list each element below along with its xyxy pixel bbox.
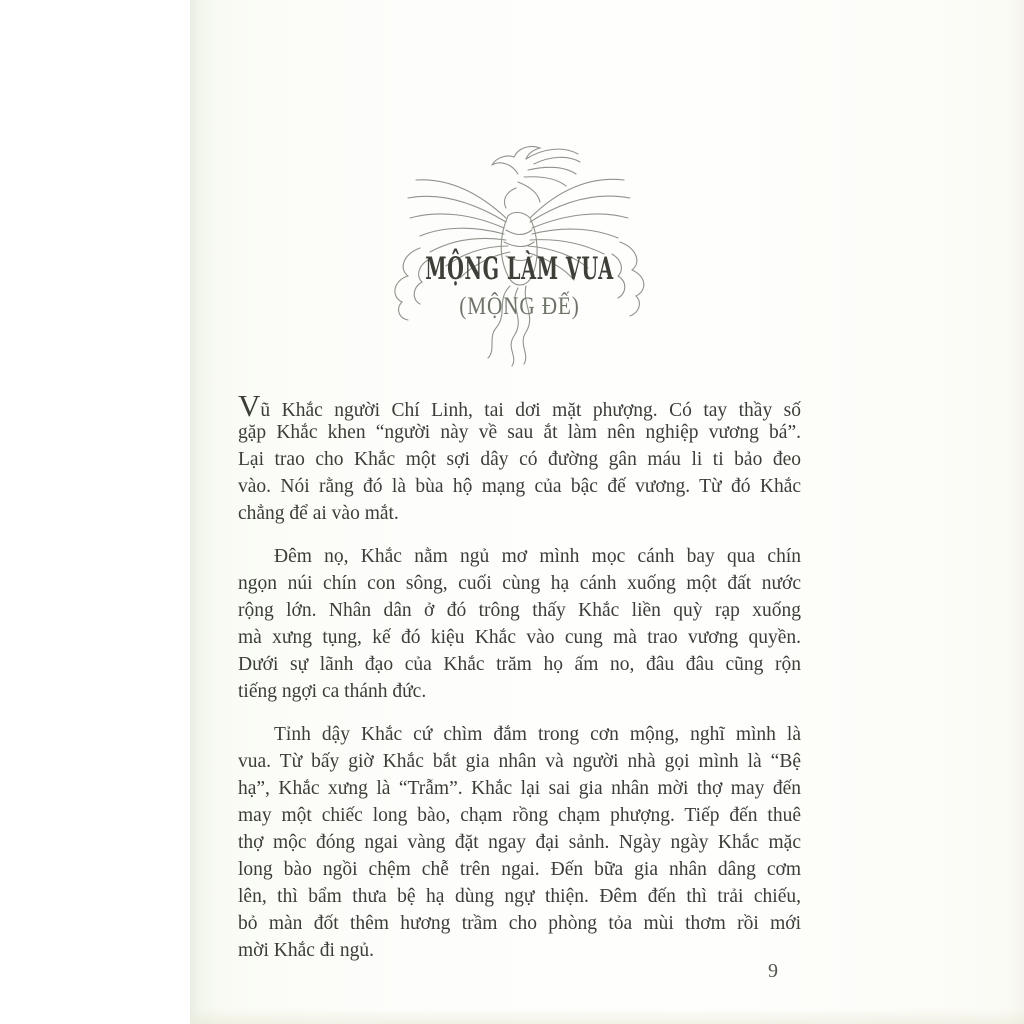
drop-cap-initial: V	[238, 388, 261, 423]
paragraph	[238, 543, 801, 705]
text-line: long bào ngồi chệm chễ trên ngai. Đến bữa gia nhân dâng cơm	[238, 859, 801, 880]
page-number: 9	[768, 960, 778, 982]
text-line: lên, thì bẩm thưa bệ hạ dùng ngự thiện. Đêm đến thì trải chiếu,	[238, 886, 801, 907]
text-line: tiếng ngợi ca thánh đức.	[238, 681, 427, 702]
text-line: hạ”, Khắc xưng là “Trẫm”. Khắc lại sai gia nhân mời thợ may đến	[238, 778, 801, 799]
text-line: gặp Khắc khen “người này về sau ắt làm nên nghiệp vương bá”.	[238, 422, 801, 443]
phoenix-illustration	[368, 130, 668, 368]
text-line: mà xưng tụng, kế đó kiệu Khắc vào cung mà trao vương quyền.	[238, 627, 801, 648]
text-line: may một chiếc long bào, chạm rồng chạm phượng. Tiếp đến thuê	[238, 805, 801, 826]
body-text-column	[238, 388, 801, 980]
phoenix-icon	[368, 130, 668, 368]
paragraph	[238, 388, 801, 527]
text-line: ngọn núi chín con sông, cuối cùng hạ cánh xuống một đất nước	[238, 573, 801, 594]
text-line: Vũ Khắc người Chí Linh, tai dơi mặt phượng. Có tay thầy số	[238, 388, 801, 423]
text-line: chẳng để ai vào mắt.	[238, 503, 399, 524]
text-line: vào. Nói rằng đó là bùa hộ mạng của bậc đế vương. Từ đó Khắc	[238, 476, 801, 497]
text-line: thợ mộc đóng ngai vàng đặt ngay đại sảnh. Ngày ngày Khắc mặc	[238, 832, 801, 853]
text-line: rộng lớn. Nhân dân ở đó trông thấy Khắc liền quỳ rạp xuống	[238, 600, 801, 621]
paragraph	[238, 721, 801, 964]
text-line: Đêm nọ, Khắc nằm ngủ mơ mình mọc cánh bay qua chín	[274, 546, 801, 567]
text-line: mời Khắc đi ngủ.	[238, 940, 374, 961]
text-line: bỏ màn đốt thêm hương trầm cho phòng tỏa mùi thơm rồi mới	[238, 913, 801, 934]
text-line: vua. Từ bấy giờ Khắc bắt gia nhân và người nhà gọi mình là “Bệ	[238, 751, 801, 772]
text-line: Dưới sự lãnh đạo của Khắc trăm họ ấm no, đâu đâu cũng rộn	[238, 654, 801, 675]
text-line: Tỉnh dậy Khắc cứ chìm đắm trong cơn mộng, nghĩ mình là	[274, 724, 801, 745]
chapter-title: MỘNG LÀM VUA	[425, 251, 614, 287]
text-line: Lại trao cho Khắc một sợi dây có đường gân máu li ti bảo đeo	[238, 449, 801, 470]
chapter-subtitle: (MỘNG ĐẾ)	[459, 293, 580, 320]
